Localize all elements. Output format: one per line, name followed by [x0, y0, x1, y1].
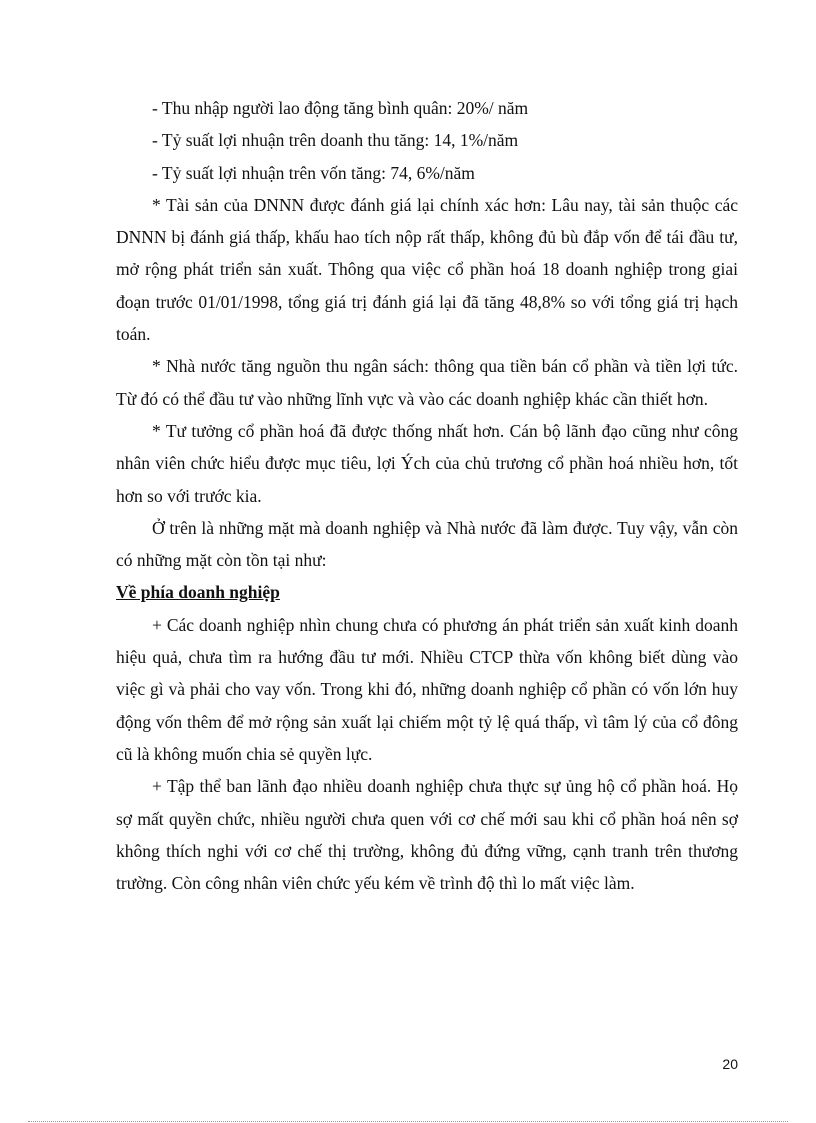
bullet-income: - Thu nhập người lao động tăng bình quân: 20%/ năm [152, 98, 529, 118]
paragraph-transition: Ở trên là những mặt mà doanh nghiệp và Nhà nước đã làm được. Tuy vậy, vẫn còn có những mặt còn tồn tại như: [116, 517, 738, 571]
paragraph-business-plans: + Các doanh nghiệp nhìn chung chưa có phương án phát triển sản xuất kinh doanh hiệu quả, chưa tìm ra hướng đầu tư mới. Nhiều CTCP thừa vốn không biết dùng vào việc gì và phải cho vay vốn. Trong khi đó, những doanh nghiệp cổ phần có vốn lớn huy động vốn thêm để mở rộng sản xuất lại chiếm một tỷ lệ quá thấp, vì tâm lý của cổ đông cũ là không muốn chia sẻ quyền lực. [116, 614, 738, 764]
section-heading: Về phía doanh nghiệp [116, 582, 280, 603]
footer-divider [28, 1121, 788, 1122]
paragraph-leadership-resistance: + Tập thể ban lãnh đạo nhiều doanh nghiệp chưa thực sự ủng hộ cổ phần hoá. Họ sợ mất quyền chức, nhiều người chưa quen với cơ chế mới sau khi cổ phần hoá nên sợ không thích nghi với cơ chế thị trường, không đủ đứng vững, cạnh tranh trên thương trường. Còn công nhân viên chức yếu kém về trình độ thì lo mất việc làm. [116, 776, 738, 894]
bullet-profit-on-revenue: - Tỷ suất lợi nhuận trên doanh thu tăng: 14, 1%/năm [152, 130, 519, 151]
bullet-profit-on-capital: - Tỷ suất lợi nhuận trên vốn tăng: 74, 6%/năm [152, 162, 475, 183]
paragraph-equitization-consensus: * Tư tưởng cổ phần hoá đã được thống nhất hơn. Cán bộ lãnh đạo cũng như công nhân viên chức hiểu được mục tiêu, lợi Ých của chủ trương cổ phần hoá nhiều hơn, tốt hơn so với trước kia. [116, 420, 738, 506]
paragraph-budget-revenue: * Nhà nước tăng nguồn thu ngân sách: thông qua tiền bán cổ phần và tiền lợi tức. Từ đó có thể đầu tư vào những lĩnh vực và vào các doanh nghiệp khác cần thiết hơn. [116, 356, 738, 409]
page-number: 20 [722, 1056, 738, 1072]
paragraph-asset-revaluation: * Tài sản của DNNN được đánh giá lại chính xác hơn: Lâu nay, tài sản thuộc các DNNN bị đánh giá thấp, khấu hao tích nộp rất thấp, không đủ bù đắp vốn để tái đầu tư, mở rộng phát triển sản xuất. Thông qua việc cổ phần hoá 18 doanh nghiệp trong giai đoạn trước 01/01/1998, tổng giá trị đánh giá lại đã tăng 48,8% so với tổng giá trị hạch toán. [116, 194, 738, 345]
page-body [116, 92, 738, 899]
